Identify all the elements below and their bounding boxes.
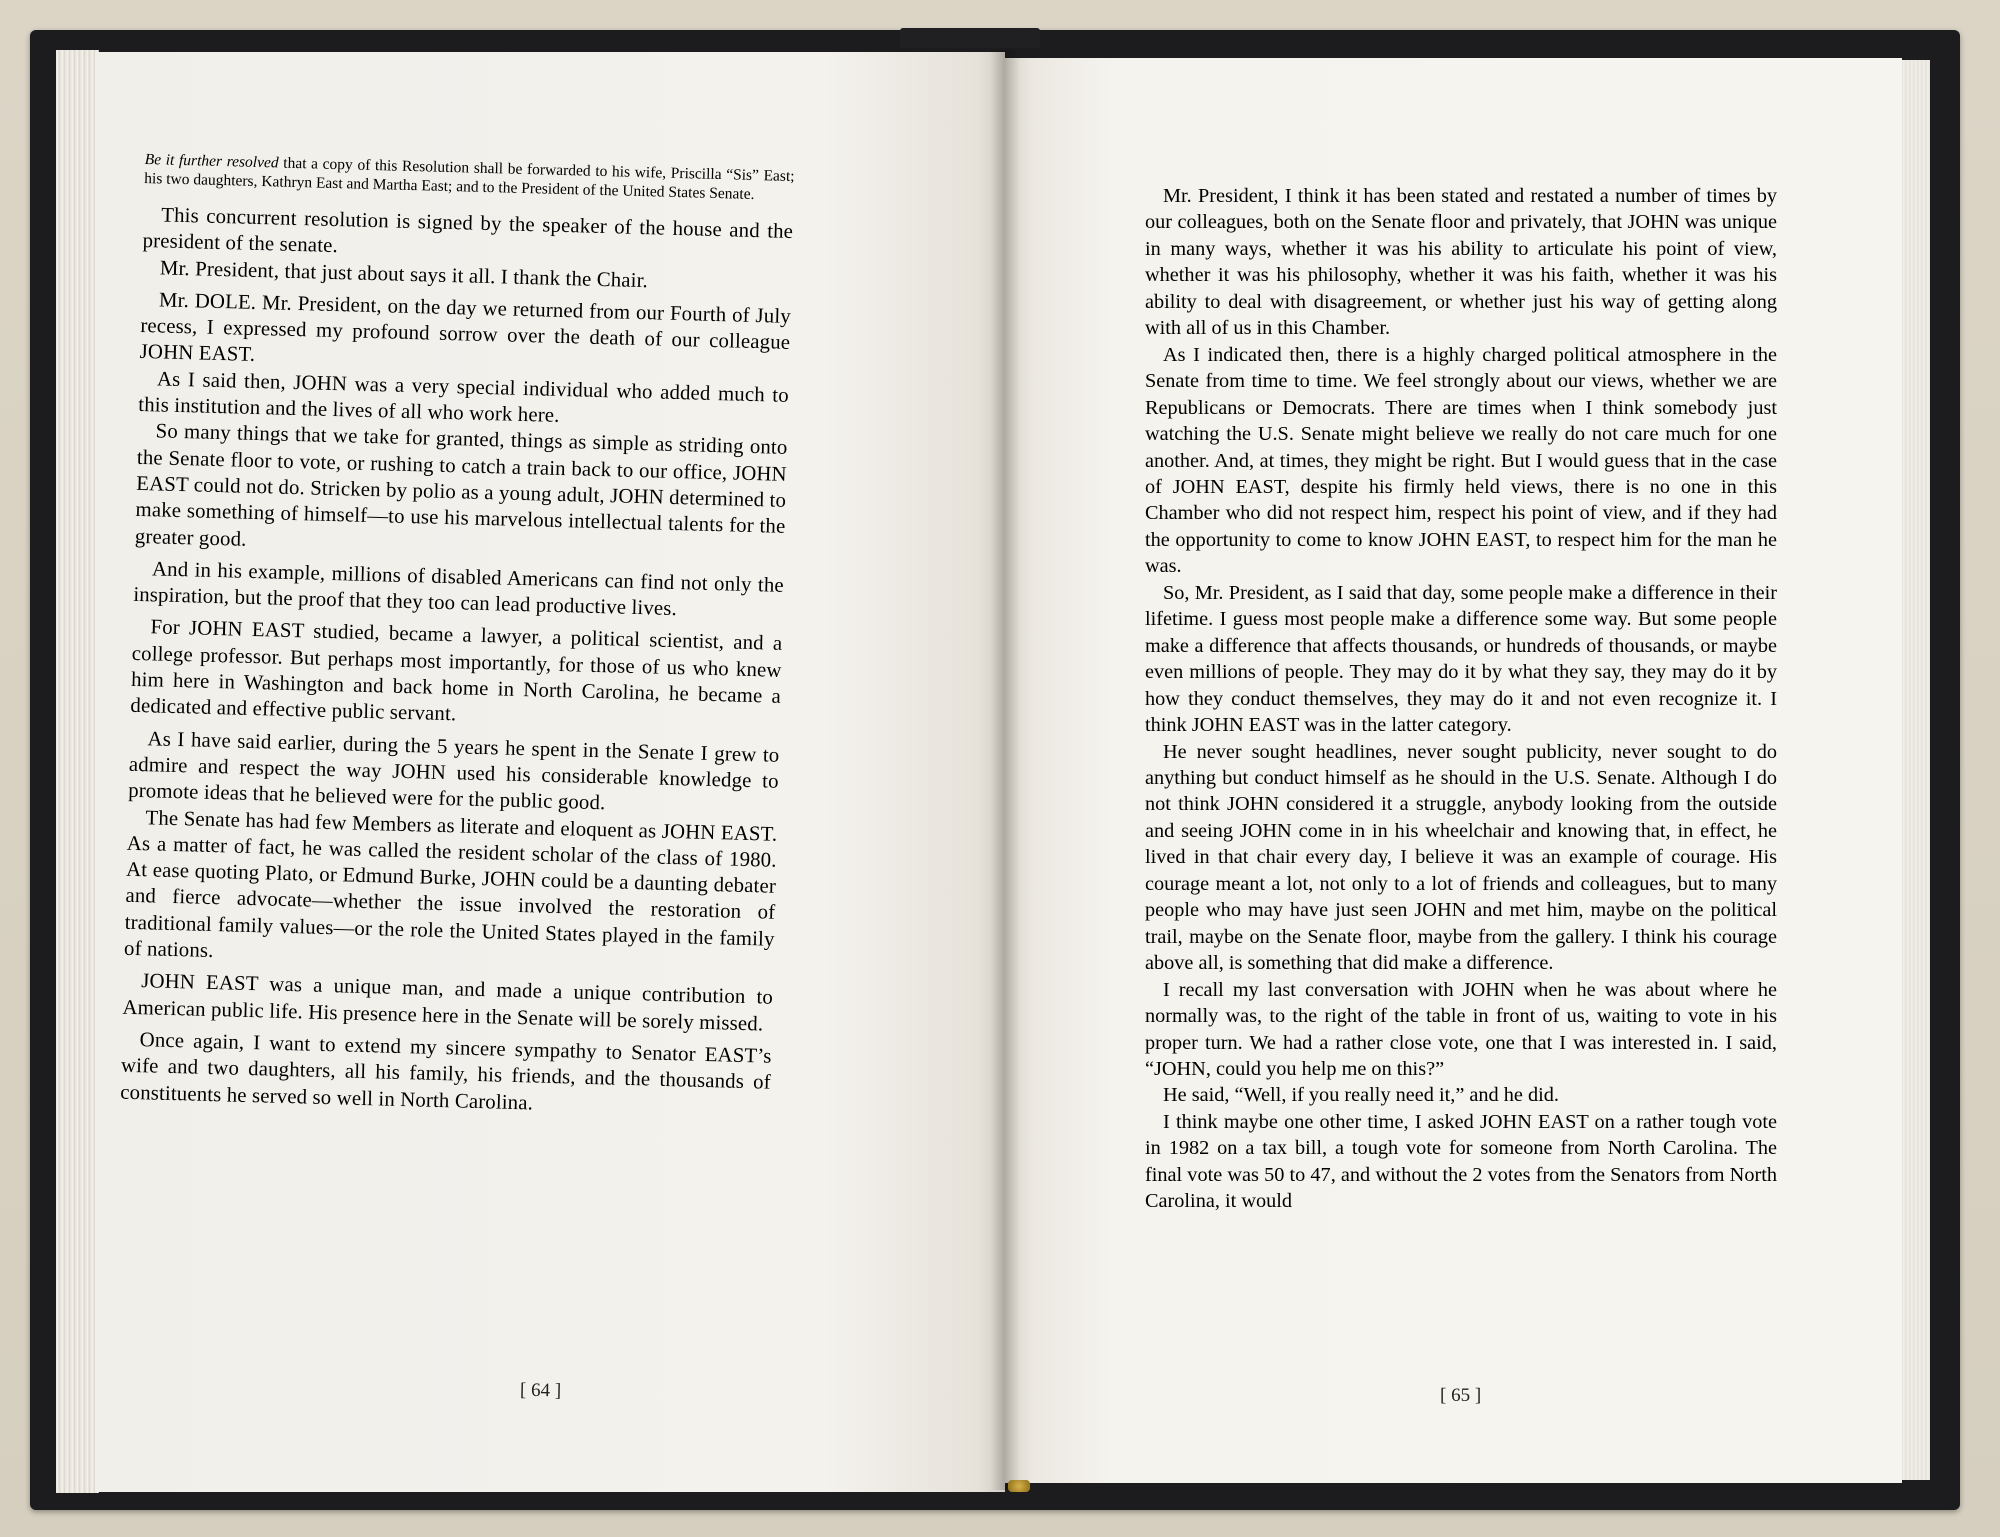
paragraph: He never sought headlines, never sought publicity, never sought to do anything but conduct himself as he should in the U.S. Senate. Although I do not think JOHN considered it a struggle, anybody looking from the outside and seeing JOHN come in in his wheelchair and knowing that, in effect, he lived in that chair every day, I believe it was an example of courage. His courage meant a lot, not only to a lot of friends and colleagues, but to many people who may have just seen JOHN and met him, maybe on the political trail, maybe on the Senate floor, maybe from the gallery. I think his courage above all, is something that did make a difference. xyxy=(1145,740,1777,975)
book-spine-top xyxy=(900,28,1040,48)
paragraph: For JOHN EAST studied, became a lawyer, a political scientist, and a college professor. But perhaps most importantly, for those of us who knew him here in Washington and back home in North Carolina, he became a dedicated and effective public servant. xyxy=(130,615,783,726)
book-headband xyxy=(1008,1480,1030,1492)
paragraph: This concurrent resolution is signed by the speaker of the house and the president of the senate. xyxy=(142,203,794,258)
paragraph: Once again, I want to extend my sincere sympathy to Senator EAST’s wife and two daughters, all his family, his friends, and the thousands of constituents he served so well in North Carolina. xyxy=(120,1028,772,1114)
left-page-text xyxy=(120,150,795,1122)
paragraph: I recall my last conversation with JOHN when he was about where he normally was, to the right of the table in front of us, waiting to vote in his proper turn. We had a rather close vote, one that I was interested in. I said, “JOHN, could you help me on this?” xyxy=(1145,978,1777,1080)
page-number-65: [ 65 ] xyxy=(1440,1385,1482,1406)
paragraph: JOHN EAST was a unique man, and made a unique contribution to American public life. His presence here in the Senate will be sorely missed. xyxy=(122,969,774,1036)
paragraph: Mr. DOLE. Mr. President, on the day we returned from our Fourth of July recess, I expressed my profound sorrow over the death of our colleague JOHN EAST. xyxy=(139,288,792,367)
paragraph: Mr. President, that just about says it all. I thank the Chair. xyxy=(159,256,649,292)
page-edges-left xyxy=(56,50,99,1493)
paragraph: He said, “Well, if you really need it,” and he did. xyxy=(1163,1084,1559,1107)
page-number-64: [ 64 ] xyxy=(519,1379,562,1402)
resolution-italic-lead: Be it further resolved xyxy=(144,150,279,172)
paragraph: As I indicated then, there is a highly charged political atmosphere in the Senate from time to time. We feel strongly about our views, whether we are Republicans or Democrats. There are times when I think somebody just watching the U.S. Senate might believe we really do not care much for one another. And, at times, they might be right. But I would guess that in the case of JOHN EAST, despite his firmly held views, there is no one in this Chamber who did not respect him, respect his point of view, and if they had the opportunity to come to know JOHN EAST, to respect him for the man he was. xyxy=(1145,343,1777,578)
paragraph: The Senate has had few Members as literate and eloquent as JOHN EAST. As a matter of fact, he was called the resident scholar of the class of 1980. At ease quoting Plato, or Edmund Burke, JOHN could be a daunting debater and fierce advocate—whether the issue involved the restoration of traditional family values—or the role the United States played in the family of nations. xyxy=(123,805,778,963)
paragraph: As I said then, JOHN was a very special individual who added much to this institution and the lives of all who work here. xyxy=(138,367,790,428)
paragraph: As I have said earlier, during the 5 years he spent in the Senate I grew to admire and respect the way JOHN used his considerable knowledge to promote ideas that he believed were for the public good. xyxy=(127,726,780,815)
paragraph: So many things that we take for granted, things as simple as striding onto the Senate floor to vote, or rushing to catch a train back to our office, JOHN EAST could not do. Stricken by polio as a young adult, JOHN determined to make something of himself—to use his marvelous intellectual talents for the greater good. xyxy=(134,419,788,551)
paragraph: So, Mr. President, as I said that day, some people make a difference in their lifetime. I guess most people make a difference some way. But some people make a difference that affects thousands, or hundreds of thousands, or maybe even millions of people. They may do it by what they say, they may do it by how they conduct themselves, they may do it and not even recognize it. I think JOHN EAST was in the latter category. xyxy=(1145,581,1777,737)
page-edges-right xyxy=(1900,60,1930,1480)
paragraph: I think maybe one other time, I asked JOHN EAST on a rather tough vote in 1982 on a tax bill, a tough vote for someone from North Carolina. The final vote was 50 to 47, and without the 2 votes from the Senators from North Carolina, it would xyxy=(1145,1110,1777,1213)
book-gutter xyxy=(990,50,1020,1490)
paragraph: And in his example, millions of disabled Americans can find not only the inspiration, but the proof that they too can lead productive lives. xyxy=(133,557,785,621)
resolution-text: that a copy of this Resolution shall be forwarded to his wife, Priscilla “Sis” East; his two daughters, Kathryn East and Martha East; and to the President of the United States Senate. xyxy=(144,154,795,203)
right-page-text xyxy=(1145,183,1777,1215)
paragraph: Mr. President, I think it has been stated and restated a number of times by our colleagues, both on the Senate floor and privately, that JOHN was unique in many ways, whether it was his ability to articulate his point of view, whether it was his philosophy, whether it was his faith, whether it was his ability to deal with disagreement, or whether just his way of getting along with all of us in this Chamber. xyxy=(1145,185,1777,340)
